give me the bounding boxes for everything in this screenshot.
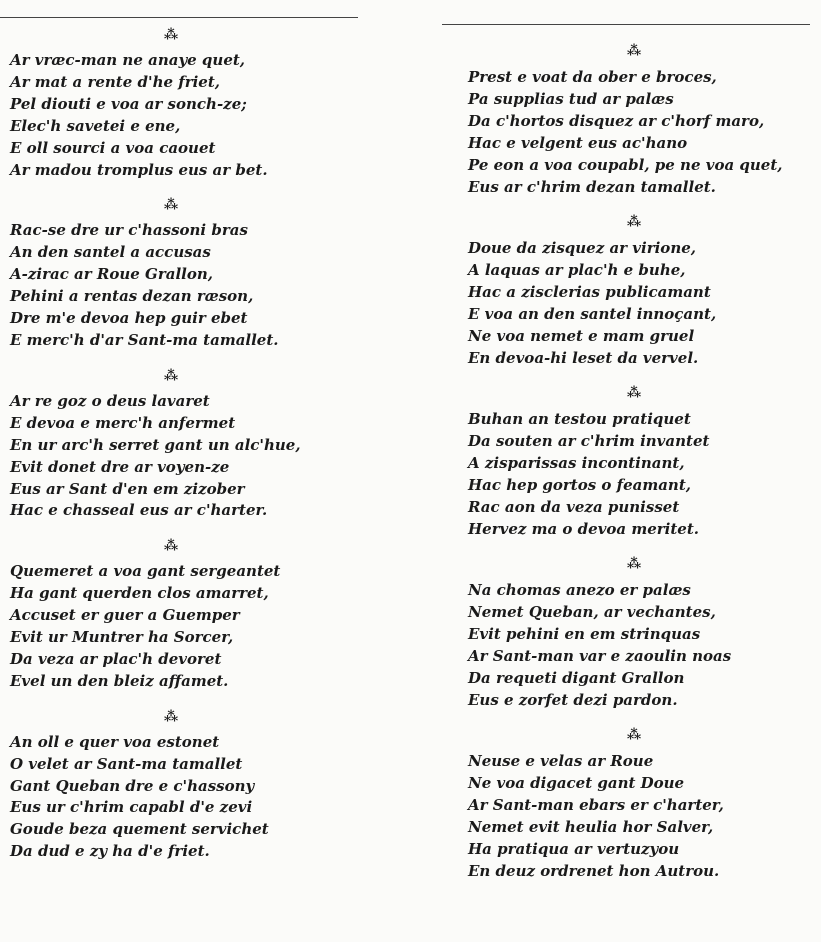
verse-line: Rac-se dre ur c'hassoni bras bbox=[10, 221, 248, 240]
stanza bbox=[468, 408, 813, 540]
verse-line: Pehini a rentas dezan ræson, bbox=[10, 287, 254, 306]
verse-line: Elec'h savetei e ene, bbox=[10, 116, 181, 135]
verse-line: Prest e voat da ober e broces, bbox=[468, 68, 717, 86]
top-rule-right bbox=[442, 24, 810, 25]
verse-line: Pel diouti e voa ar sonch-ze; bbox=[10, 94, 247, 113]
verse-line: Nemet evit heulia hor Salver, bbox=[468, 818, 714, 836]
stanza bbox=[10, 50, 410, 181]
verse-line: An den santel a accusas bbox=[10, 243, 211, 262]
verse-line: Dre m'e devoa hep guir ebet bbox=[10, 309, 248, 328]
verse-line: Hac e velgent eus ac'hano bbox=[468, 134, 688, 152]
verse-line: E merc'h d'ar Sant-ma tamallet. bbox=[10, 330, 279, 349]
verse-line: Buhan an testou pratiquet bbox=[468, 410, 691, 428]
verse-line: En devoa-hi leset da vervel. bbox=[468, 349, 699, 367]
verse-line: Hac a zisclerias publicamant bbox=[468, 283, 711, 301]
verse-line: Accuset er guer a Guemper bbox=[10, 606, 240, 625]
stanza-ornament-icon: ⁂ bbox=[626, 214, 640, 230]
verse-line: A zisparissas incontinant, bbox=[468, 454, 685, 472]
verse-line: Da requeti digant Grallon bbox=[468, 669, 685, 687]
stanza-ornament-icon: ⁂ bbox=[626, 43, 640, 59]
verse-line: Doue da zisquez ar virione, bbox=[468, 239, 696, 257]
verse-line: An oll e quer voa estonet bbox=[10, 732, 220, 751]
verse-line: Ar re goz o deus lavaret bbox=[10, 391, 210, 410]
verse-line: Da veza ar plac'h devoret bbox=[10, 649, 222, 668]
verse-line: E oll sourci a voa caouet bbox=[10, 138, 216, 157]
verse-line: Eus ar Sant d'en em zizober bbox=[10, 479, 245, 498]
verse-line: Gant Queban dre e c'hassony bbox=[10, 776, 255, 795]
verse-line: A laquas ar plac'h e buhe, bbox=[468, 261, 686, 279]
verse-line: Hervez ma o devoa meritet. bbox=[468, 520, 699, 538]
verse-line: Quemeret a voa gant sergeantet bbox=[10, 562, 281, 581]
verse-line: Evel un den bleiz affamet. bbox=[10, 671, 229, 690]
verse-line: Ar Sant-man ebars er c'harter, bbox=[468, 796, 724, 814]
stanza bbox=[10, 561, 410, 692]
verse-line: Evit ur Muntrer ha Sorcer, bbox=[10, 628, 234, 647]
verse-line: Eus ur c'hrim capabl d'e zevi bbox=[10, 798, 253, 817]
verse-line: Ar Sant-man var e zaoulin noas bbox=[468, 647, 732, 665]
verse-line: Pe eon a voa coupabl, pe ne voa quet, bbox=[468, 156, 783, 174]
verse-line: Neuse e velas ar Roue bbox=[468, 752, 654, 770]
verse-line: A-zirac ar Roue Grallon, bbox=[10, 265, 214, 284]
stanza bbox=[468, 750, 813, 882]
stanza bbox=[10, 391, 410, 522]
verse-line: Ne voa digacet gant Doue bbox=[468, 774, 685, 792]
stanza-ornament-icon: ⁂ bbox=[626, 727, 640, 743]
verse-line: Ha pratiqua ar vertuzyou bbox=[468, 840, 680, 858]
verse-line: Na chomas anezo er palæs bbox=[468, 581, 691, 599]
stanza-ornament-icon: ⁂ bbox=[626, 385, 640, 401]
verse-line: En ur arc'h serret gant un alc'hue, bbox=[10, 435, 301, 454]
stanza-ornament-icon: ⁂ bbox=[163, 538, 177, 555]
top-rule-left bbox=[0, 17, 358, 18]
stanza bbox=[10, 220, 410, 351]
verse-line: Da dud e zy ha d'e friet. bbox=[10, 842, 210, 861]
verse-line: Ar vræc-man ne anaye quet, bbox=[10, 51, 246, 69]
verse-line: Ar mat a rente d'he friet, bbox=[10, 72, 220, 91]
stanza-ornament-icon: ⁂ bbox=[163, 708, 177, 725]
right-column bbox=[468, 38, 813, 882]
verse-line: Eus e zorfet dezi pardon. bbox=[468, 691, 678, 709]
verse-line: O velet ar Sant-ma tamallet bbox=[10, 754, 243, 773]
stanza bbox=[468, 579, 813, 711]
verse-line: En deuz ordrenet hon Autrou. bbox=[468, 862, 720, 880]
stanza-ornament-icon: ⁂ bbox=[163, 367, 177, 384]
left-column bbox=[10, 22, 410, 863]
verse-line: Evit donet dre ar voyen-ze bbox=[10, 457, 230, 476]
verse-line: Da souten ar c'hrim invantet bbox=[468, 432, 710, 450]
verse-line: Nemet Queban, ar vechantes, bbox=[468, 603, 716, 621]
stanza bbox=[10, 732, 410, 863]
verse-line: Pa supplias tud ar palæs bbox=[468, 90, 674, 108]
stanza bbox=[468, 237, 813, 369]
verse-line: Eus ar c'hrim dezan tamallet. bbox=[468, 178, 716, 196]
stanza bbox=[468, 66, 813, 198]
verse-line: Da c'hortos disquez ar c'horf maro, bbox=[468, 112, 765, 130]
verse-line: Ha gant querden clos amarret, bbox=[10, 584, 269, 603]
verse-line: Rac aon da veza punisset bbox=[468, 498, 680, 516]
verse-line: Ne voa nemet e mam gruel bbox=[468, 327, 695, 345]
verse-line: Hac e chasseal eus ar c'harter. bbox=[10, 501, 268, 520]
verse-line: Goude beza quement servichet bbox=[10, 820, 269, 839]
verse-line: Ar madou tromplus eus ar bet. bbox=[10, 160, 268, 179]
stanza-ornament-icon: ⁂ bbox=[163, 27, 177, 43]
verse-line: Hac hep gortos o feamant, bbox=[468, 476, 691, 494]
verse-line: E voa an den santel innoçant, bbox=[468, 305, 717, 323]
verse-line: E devoa e merc'h anfermet bbox=[10, 413, 236, 432]
stanza-ornament-icon: ⁂ bbox=[163, 197, 177, 214]
verse-line: Evit pehini en em strinquas bbox=[468, 625, 701, 643]
stanza-ornament-icon: ⁂ bbox=[626, 556, 640, 572]
